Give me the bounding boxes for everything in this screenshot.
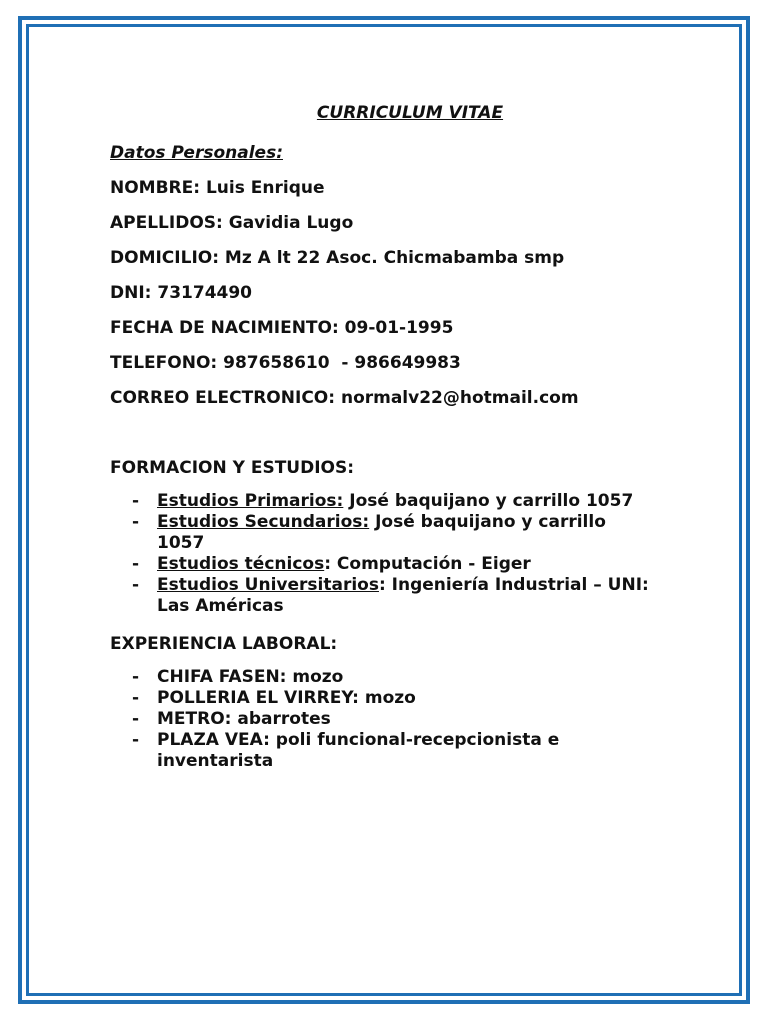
spacer xyxy=(110,420,650,455)
field-telefono: TELEFONO: 987658610 - 986649983 xyxy=(110,353,461,373)
education-label: Estudios Secundarios: xyxy=(157,512,370,532)
list-item: - METRO: abarrotes xyxy=(110,709,650,730)
education-label: Estudios Universitarios xyxy=(157,575,379,595)
education-list xyxy=(110,491,650,617)
list-item xyxy=(110,512,650,554)
field-dni: DNI: 73174490 xyxy=(110,283,253,303)
education-value: José baquijano y carrillo 1057 xyxy=(343,491,634,511)
list-item: - POLLERIA EL VIRREY: mozo xyxy=(110,688,650,709)
education-label: Estudios Primarios: xyxy=(157,491,344,511)
list-item xyxy=(110,554,650,575)
field-fecha-nacimiento: FECHA DE NACIMIENTO: 09-01-1995 xyxy=(110,318,454,338)
education-value: : Computación - Eiger xyxy=(324,554,531,574)
personal-data-heading: Datos Personales: xyxy=(110,143,283,163)
field-apellidos: APELLIDOS: Gavidia Lugo xyxy=(110,213,354,233)
list-item: - PLAZA VEA: poli funcional-recepcionista e inventarista xyxy=(110,730,650,772)
document-title: CURRICULUM VITAE xyxy=(316,103,504,123)
field-domicilio: DOMICILIO: Mz A lt 22 Asoc. Chicmabamba smp xyxy=(110,248,565,268)
list-item xyxy=(110,491,650,512)
field-nombre: NOMBRE: Luis Enrique xyxy=(110,178,325,198)
list-item: - CHIFA FASEN: mozo xyxy=(110,667,650,688)
education-label: Estudios técnicos xyxy=(157,554,325,574)
experience-list xyxy=(110,667,650,772)
experience-heading: EXPERIENCIA LABORAL: xyxy=(110,634,338,654)
education-value: : Ingeniería Industrial – UNI: Las Américas xyxy=(157,575,649,616)
field-correo: CORREO ELECTRONICO: normalv22@hotmail.com xyxy=(110,388,579,408)
cv-document xyxy=(110,100,650,786)
education-value: José baquijano y carrillo 1057 xyxy=(157,512,606,553)
education-heading: FORMACION Y ESTUDIOS: xyxy=(110,458,355,478)
list-item xyxy=(110,575,650,617)
